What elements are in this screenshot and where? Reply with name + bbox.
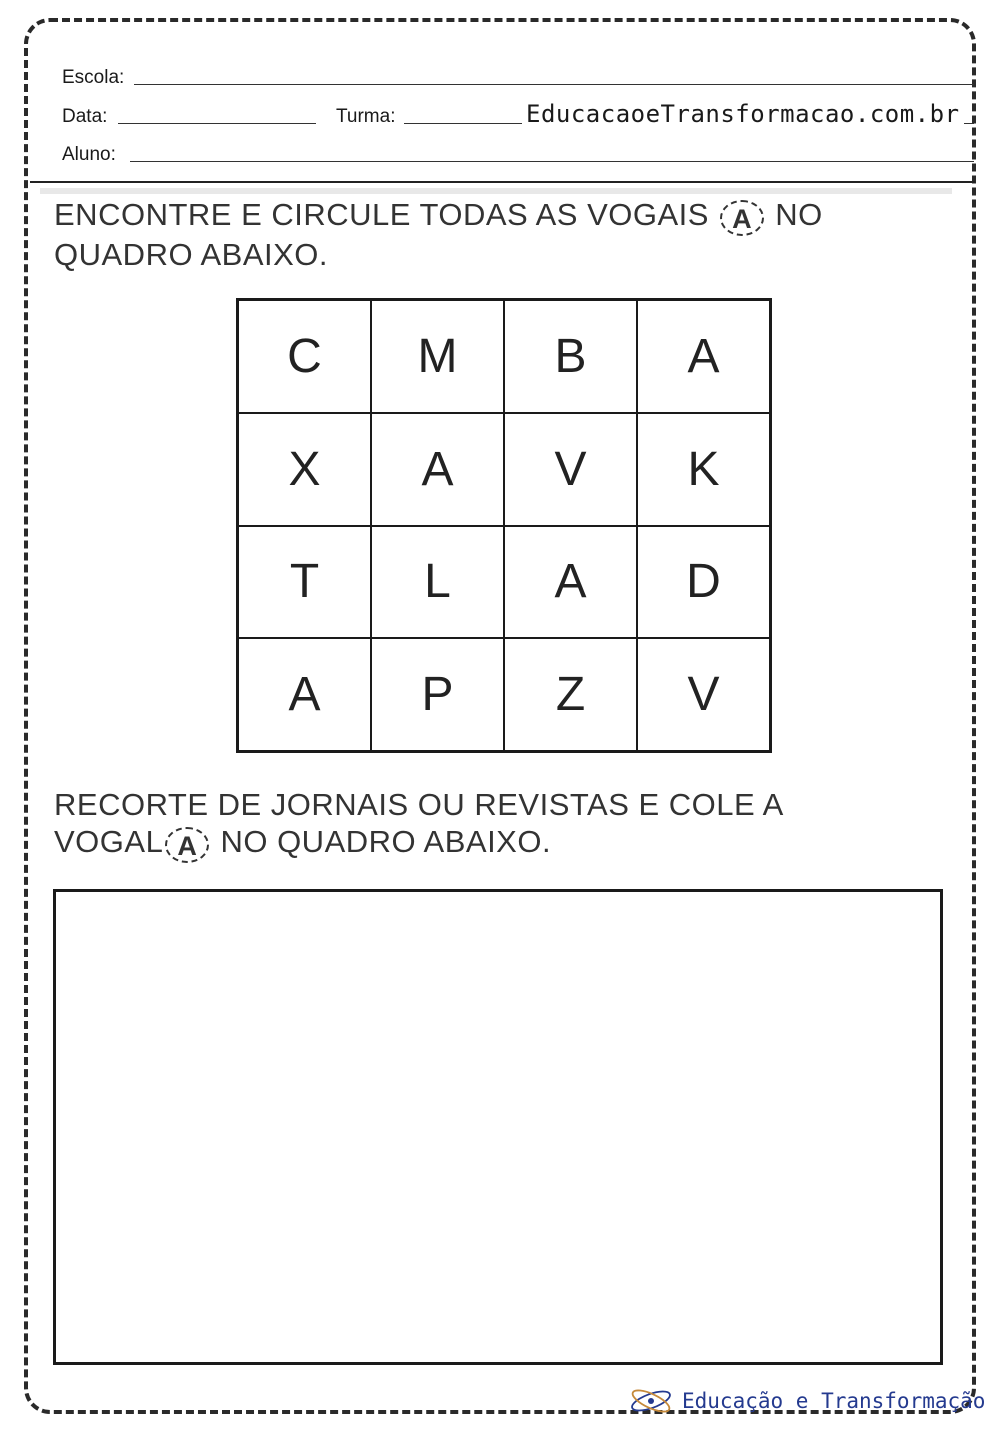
header-divider (30, 181, 975, 183)
grid-cell[interactable]: A (637, 300, 770, 413)
school-label: Escola: (62, 67, 125, 88)
header-divider-shadow (40, 188, 952, 194)
grid-cell[interactable]: K (637, 413, 770, 526)
vowel-badge: A (165, 827, 209, 863)
exercise1-text-line2: QUADRO ABAIXO. (54, 237, 329, 272)
grid-cell[interactable]: V (504, 413, 637, 526)
school-line[interactable] (134, 84, 974, 85)
class-label: Turma: (336, 106, 396, 127)
date-label: Data: (62, 106, 108, 127)
grid-cell[interactable]: B (504, 300, 637, 413)
student-line[interactable] (130, 161, 974, 162)
vowel-badge: A (720, 200, 764, 236)
exercise2-text-line1: RECORTE DE JORNAIS OU REVISTAS E COLE A (54, 787, 784, 822)
grid-cell[interactable]: X (238, 413, 371, 526)
exercise2-text-after: NO QUADRO ABAIXO. (220, 824, 552, 859)
grid-cell[interactable]: V (637, 638, 770, 751)
paste-box[interactable] (53, 889, 943, 1365)
exercise1-text-before: ENCONTRE E CIRCULE TODAS AS VOGAIS (54, 197, 709, 232)
grid-cell[interactable]: P (371, 638, 504, 751)
student-label: Aluno: (62, 144, 116, 165)
grid-cell[interactable]: A (238, 638, 371, 751)
grid-cell[interactable]: L (371, 526, 504, 639)
atom-logo-icon (628, 1385, 674, 1417)
grid-cell[interactable]: A (504, 526, 637, 639)
exercise1-text-after: NO (775, 197, 823, 232)
date-line[interactable] (118, 123, 316, 124)
exercise1-instruction (54, 196, 823, 273)
grid-cell[interactable]: Z (504, 638, 637, 751)
grid-cell[interactable]: C (238, 300, 371, 413)
exercise2-text-before: VOGAL (54, 824, 164, 859)
letter-grid (236, 298, 772, 753)
exercise2-instruction (54, 786, 784, 863)
footer-logo (628, 1385, 985, 1417)
website-text: EducacaoeTransformacao.com.br (522, 100, 964, 128)
grid-cell[interactable]: T (238, 526, 371, 639)
footer-brand: Educação e Transformação (682, 1389, 986, 1413)
grid-cell[interactable]: A (371, 413, 504, 526)
grid-cell[interactable]: M (371, 300, 504, 413)
grid-cell[interactable]: D (637, 526, 770, 639)
